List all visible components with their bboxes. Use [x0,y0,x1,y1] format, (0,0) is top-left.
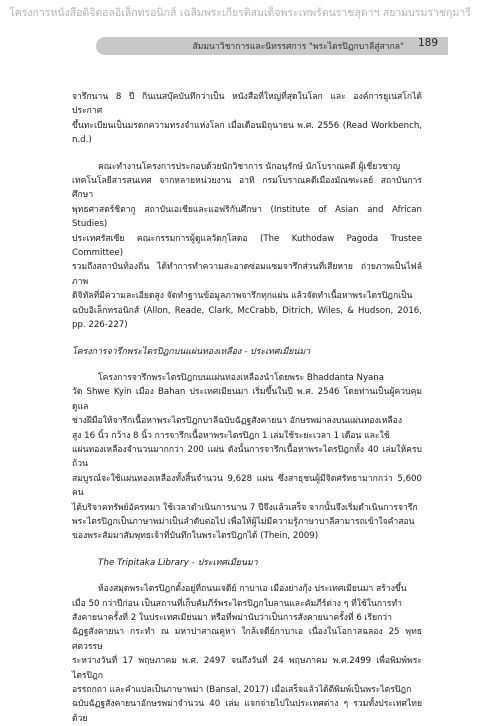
text-line: คณะทำงานโครงการประกอบด้วยนักวิชาการ นักอนุรักษ์ นักโบราณคดี ผู้เชี่ยวชาญ [98,161,401,172]
text-line: แผ่นทองเหลืองจำนวนมากกว่า 200 แผ่น ดังนั้นการจารึกเนื้อหาพระไตรปิฎกทั้ง 40 เล่มให้ครบถ้วน [72,444,422,470]
text-line: ฉบับอิเล็กทรอนิกส์ (Allon, Reade, Clark, McCrabb, Ditrich, Wiles, & Hudson, 2016, pp. 226-227) [72,305,422,331]
text-line: พระไตรปิฎกเป็นภาษาพม่าเป็นลำดับต่อไป เพื่อให้ผู้ไม่มีความรู้ภาษาบาลีสามารถเข้าใจคำสอน [72,516,415,527]
text-line: ฉัฏฐสังคายนา กระทำ ณ มหาปาสาณคูหา ใกล้เจดีย์กาบาเอ เนื่องในโอกาสฉลอง 25 พุทธศตวรรษ [72,627,422,652]
text-line: เมื่อ 50 กว่าปีก่อน เป็นสถานที่เก็บคัมภีร์พระไตรปิฎกใบลานและคัมภีร์ต่าง ๆ ที่ใช้ในการทำ [72,598,402,609]
text-line: ประเทศรัสเซีย คณะกรรมการผู้ดูแลวัดกุโสดอ (The Kuthodaw Pagoda Trustee Committee) [72,233,422,259]
text-line: โครงการจารึกพระไตรปิฎกบนแผ่นทองเหลืองนำโดยพระ Bhaddanta Nyana [98,372,385,383]
section-heading-tripitaka-library: The Tripitaka Library - ประเทศเมียนมา [98,557,258,568]
text-line: พุทธศาสตร์ชิตากู สถาบันเอเชียและแอฟริกันศึกษา (Institute of Asian and African Studies) [72,204,422,230]
section-heading-brass-plates: โครงการจารึกพระไตรปิฎกบนแผ่นทองเหลือง - ประเทศเมียนมา [72,346,311,357]
page-body [72,90,422,726]
text-line: ได้บริจาคทรัพย์อัครหมา ใช้เวลาดำเนินการนาน 7 ปีจึงแล้วเสร็จ จากนั้นจึงเริ่มดำเนินการจารึก [72,502,418,513]
paragraph-4 [72,582,422,726]
text-line: จารึกนาน 8 ปี กินเนสบุ๊คบันทึกว่าเป็น หนังสือที่ใหญ่ที่สุดในโลก และ องค์การยูเนสโกได้ประกาศ [72,92,422,117]
text-line: สังคายนาครั้งที่ 2 ในประเทศเมียนมา หรือที่พม่านับว่าเป็นการสังคายนาครั้งที่ 6 เรียกว่า [72,613,392,623]
running-header-title: สัมมนาวิชาการและนิทรรศการ "พระไตรปิฎกบาลีสู่สากล" [192,42,404,52]
text-line: วัด Shwe Kyin เมือง Bahan ประเทศเมียนมา เริ่มขึ้นในปี พ.ศ. 2546 โดยท่านเป็นผู้ควบคุมดูแล [72,387,422,412]
text-line: สมบูรณ์จะใช้แผ่นทองเหลืองทั้งสิ้นจำนวน 9,628 แผ่น ซึ่งสาธุชนผู้มีจิตศรัทธามากกว่า 5,600 คน [72,473,422,499]
paragraph-1 [72,90,422,148]
text-line: อรรถกถา และคำแปลเป็นภาษาพม่า (Bansal, 2017) เมื่อเสร็จแล้วได้ตีพิมพ์เป็นพระไตรปิฎก [72,685,412,696]
book-project-title: โครงการหนังสือดิจิตอลอิเล็กทรอนิกส์ เฉลิมพระเกียรติสมเด็จพระเทพรัตนราชสุดาฯ สยามบรมราชกุมารี [9,7,471,19]
text-line: ฉบับฉัฏฐสังคายนาอักษรพม่าจำนวน 40 เล่ม แจกจ่ายไปในประเทศต่าง ๆ รวมทั้งประเทศไทยด้วย [72,699,422,724]
text-line: ช่างฝีมือให้จารึกเนื้อหาพระไตรปิฎกบาลีฉบับฉัฏฐสังคายนา อักษรพม่าลงบนแผ่นทองเหลือง [72,416,403,427]
text-line: ระหว่างวันที่ 17 พฤษภาคม พ.ศ. 2497 จนถึงวันที่ 24 พฤษภาคม พ.ศ.2499 เพื่อพิมพ์พระไตรปิฎก [72,656,422,681]
text-line: ขึ้นทะเบียนเป็นมรดกความทรงจำแห่งโลก เมื่อเดือนมิถุนายน พ.ศ. 2556 (Read Workbench, n.d.) [72,120,422,146]
page-number: 189 [417,37,438,49]
text-line: ห้องสมุดพระไตรปิฎกตั้งอยู่ที่ถนนเจดีย์ กาบาเอ เมืองย่างกุ้ง ประเทศเมียนมา สร้างขึ้น [98,584,407,595]
text-line: ดิจิทัลที่มีความละเอียดสูง จัดทำฐานข้อมูลภาพจารึกทุกแผ่น แล้วจัดทำเนื้อหาพระไตรปิฎกเป็น [72,291,413,302]
text-line: เทคโนโลยีสารสนเทศ จากหลายหน่วยงาน อาทิ กรมโบราณคดีเมืองมัณฑะเลย์ สถาบันการศึกษา [72,176,422,201]
text-line: สูง 16 นิ้ว กว้าง 8 นิ้ว การจารึกเนื้อหาพระไตรปิฎก 1 เล่มใช้ระยะเวลา 1 เดือน และใช้ [72,430,390,441]
text-line: ของพระสัมมาสัมพุทธเจ้าที่บันทึกในพระไตรปิฎกได้ (Thein, 2009) [72,531,319,542]
running-header [96,37,448,55]
paragraph-2 [72,160,422,333]
text-line: รวมถึงสถาบันท้องถิ่น ได้ทำการทำความสะอาดซ่อมแซมจารึกส่วนที่เสียหาย ถ่ายภาพเป็นไฟล์ภาพ [72,262,422,287]
paragraph-3 [72,371,422,544]
